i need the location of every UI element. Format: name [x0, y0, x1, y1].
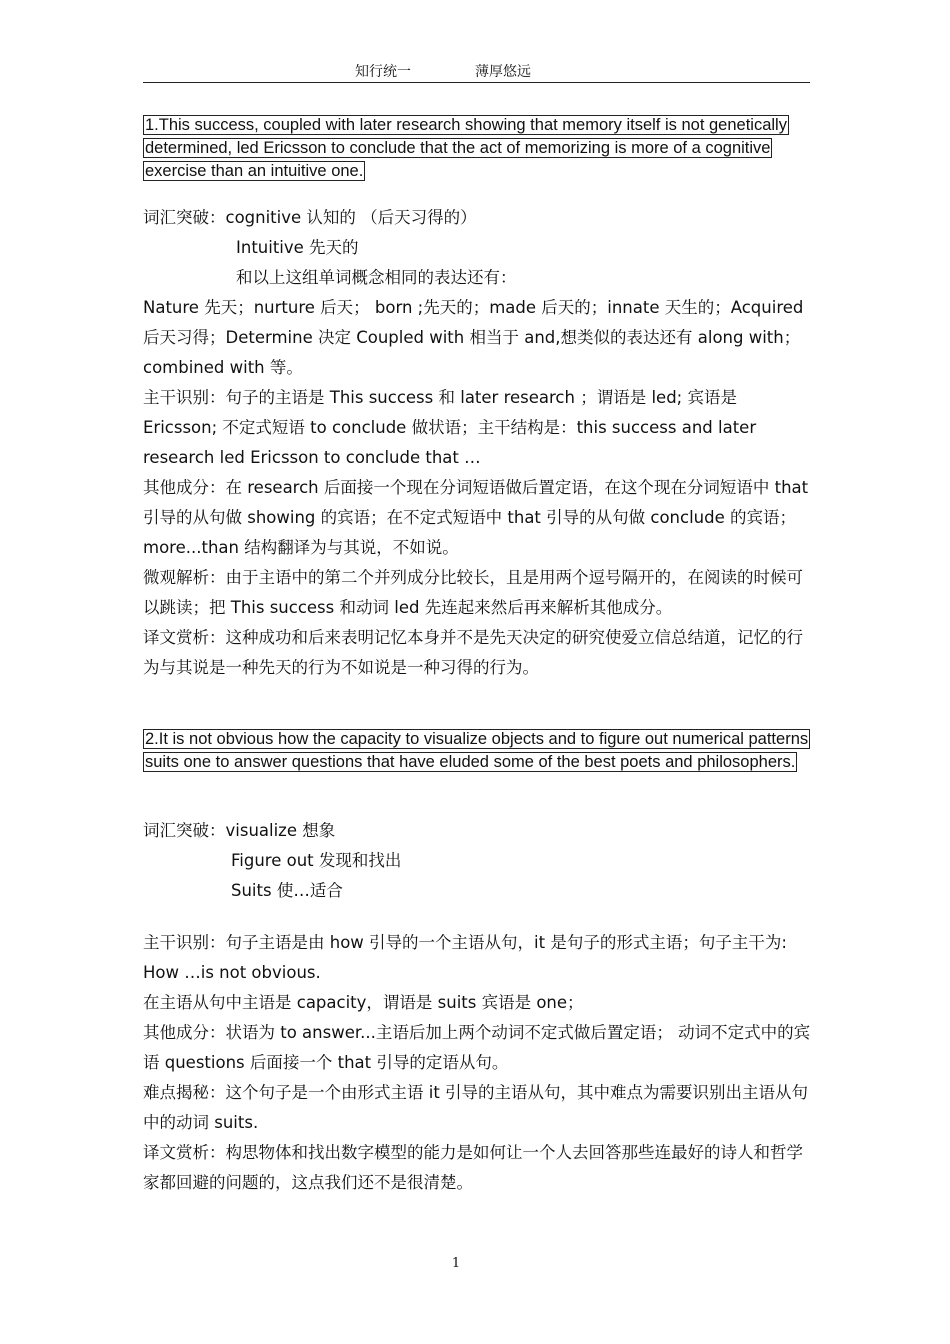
main-structure-2: 主干识别：句子主语是由 how 引导的一个主语从句，it 是句子的形式主语；句子主干为: How …is not obvious. [143, 933, 787, 982]
vocab-1: 词汇突破：cognitive 认知的 （后天习得的） [143, 208, 477, 227]
vocab-2-figure-out: Figure out 发现和找出 [231, 851, 402, 870]
translation-2: 译文赏析：构思物体和找出数字模型的能力是如何让一个人去回答那些连最好的诗人和哲学家都回避的问题的，这点我们还不是很清楚。 [143, 1143, 803, 1192]
sentence-1-text: 1.This success, coupled with later research showing that memory itself is not genetically determined, led Ericsson to conclude that the act of memorizing is more of a cognitive exercise than an intuitive one. [145, 116, 787, 180]
sentence-2-box [143, 728, 815, 774]
vocab-2-suits: Suits 使…适合 [231, 881, 343, 900]
main-structure-1: 主干识别：句子的主语是 This success 和 later research ；谓语是 led; 宾语是 Ericsson; 不定式短语 to conclude 做状语；主干结构是：this success and later research led Ericsson to conclude that … [143, 388, 757, 467]
header-motto-left: 知行统一 [355, 64, 411, 80]
vocab-2: 词汇突破：visualize 想象 [143, 821, 336, 840]
page-number: 1 [451, 1256, 461, 1271]
sentence-1-box [143, 114, 815, 183]
main-structure-2b: 在主语从句中主语是 capacity，谓语是 suits 宾语是 one； [143, 993, 584, 1012]
vocab-1-intuitive: Intuitive 先天的 [236, 238, 359, 257]
analysis-2 [143, 816, 815, 1198]
sentence-2-text: 2.It is not obvious how the capacity to visualize objects and to figure out numerical patterns suits one to answer questions that have eluded some of the best poets and philosophers. [145, 730, 809, 771]
translation-1: 译文赏析：这种成功和后来表明记忆本身并不是先天决定的研究使爱立信总结道，记忆的行为与其说是一种先天的行为不如说是一种习得的行为。 [143, 628, 803, 677]
micro-analysis-1: 微观解析：由于主语中的第二个并列成分比较长，且是用两个逗号隔开的，在阅读的时候可以跳读；把 This success 和动词 led 先连起来然后再来解析其他成分。 [143, 568, 803, 617]
difficulty-2: 难点揭秘：这个句子是一个由形式主语 it 引导的主语从句，其中难点为需要识别出主语从句中的动词 suits. [143, 1083, 809, 1132]
header-motto-right: 薄厚悠远 [475, 64, 531, 80]
analysis-1 [143, 203, 815, 683]
other-components-1: 其他成分：在 research 后面接一个现在分词短语做后置定语，在这个现在分词短语中 that 引导的从句做 showing 的宾语；在不定式短语中 that 引导的从句做 conclude 的宾语；more...than 结构翻译为与其说，不如说。 [143, 478, 809, 557]
vocab-1-similar: 和以上这组单词概念相同的表达还有： [236, 268, 517, 287]
page-header [143, 60, 810, 83]
vocab-1-list: Nature 先天；nurture 后天； born ;先天的；made 后天的；innate 天生的；Acquired 后天习得；Determine 决定 Coupled with 相当于 and,想类似的表达还有 along with；combined with 等。 [143, 298, 804, 377]
other-components-2: 其他成分：状语为 to answer...主语后加上两个动词不定式做后置定语； 动词不定式中的宾语 questions 后面接一个 that 引导的定语从句。 [143, 1023, 811, 1072]
